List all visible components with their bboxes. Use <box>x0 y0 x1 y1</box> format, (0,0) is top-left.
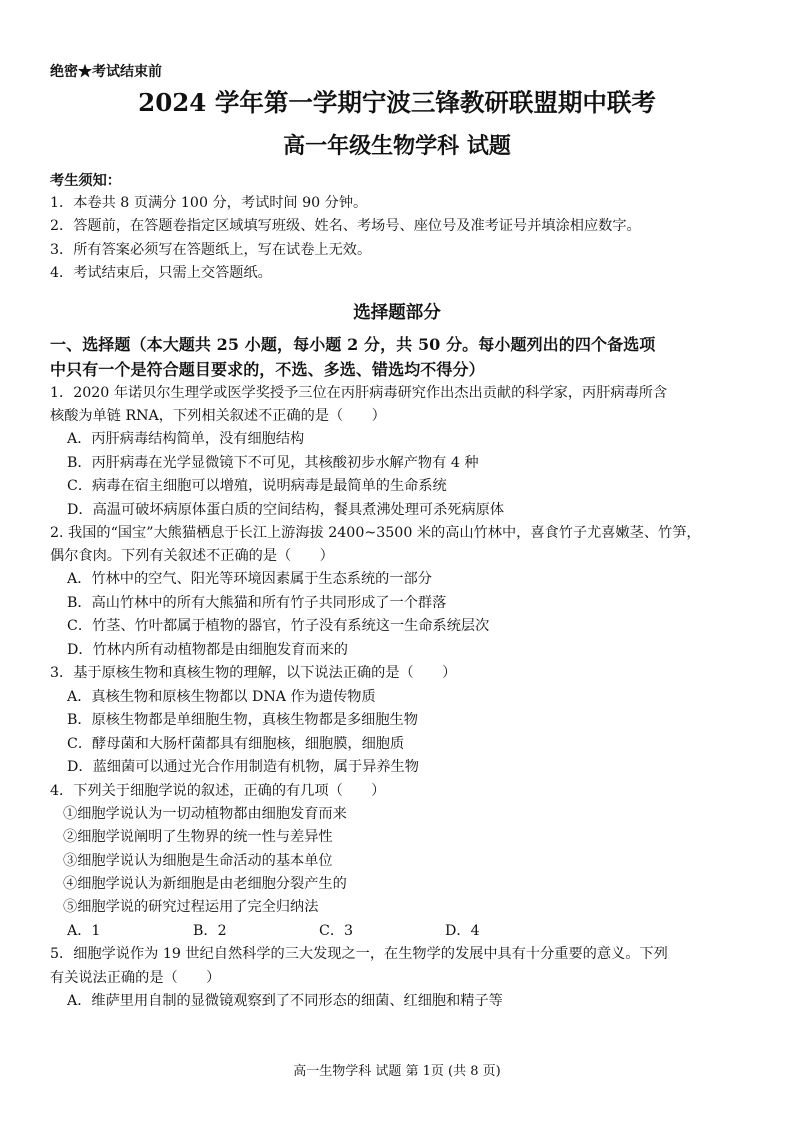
part-heading: 中只有一个是符合题目要求的，不选、多选、错选均不得分） <box>50 359 485 379</box>
statement-5: ⑤细胞学说的研究过程运用了完全归纳法 <box>63 899 319 916</box>
exam-title: 2024 学年第一学期宁波三锋教研联盟期中联考 <box>138 88 656 117</box>
option-a: A．真核生物和原核生物都以 DNA 作为遗传物质 <box>67 688 376 705</box>
exam-subtitle: 高一年级生物学科 试题 <box>283 133 511 159</box>
question-stem: 4．下列关于细胞学说的叙述，正确的有几项（ ） <box>50 782 386 799</box>
option-c: C．酵母菌和大肠杆菌都具有细胞核，细胞膜，细胞质 <box>67 735 405 752</box>
confidential-label: 绝密★考试结束前 <box>50 64 162 80</box>
question-stem: 有关说法正确的是（ ） <box>50 969 221 986</box>
question-stem: 1．2020 年诺贝尔生理学或医学奖授予三位在丙肝病毒研究作出杰出贡献的科学家，丙肝病毒所含 <box>50 384 668 401</box>
notice-item: 1．本卷共 8 页满分 100 分，考试时间 90 分钟。 <box>50 195 368 211</box>
question-5 <box>50 943 744 1013</box>
statement-3: ③细胞学说认为细胞是生命活动的基本单位 <box>63 852 333 869</box>
notice-heading: 考生须知： <box>50 173 121 189</box>
question-4 <box>50 780 744 944</box>
option-a: A．竹林中的空气、阳光等环境因素属于生态系统的一部分 <box>67 571 432 588</box>
option-d: D．竹林内所有动植物都是由细胞发育而来的 <box>67 641 348 658</box>
option-c: C．竹茎、竹叶都属于植物的器官，竹子没有系统这一生命系统层次 <box>67 618 490 635</box>
notice-item: 4．考试结束后，只需上交答题纸。 <box>50 265 272 282</box>
option-d: D．高温可破坏病原体蛋白质的空间结构，餐具煮沸处理可杀死病原体 <box>67 501 505 518</box>
statement-2: ②细胞学说阐明了生物界的统一性与差异性 <box>63 829 333 846</box>
candidate-notice <box>50 170 744 286</box>
page-footer: 高一生物学科 试题 第 1页 (共 8 页) <box>293 1064 501 1079</box>
notice-item: 3．所有答案必须写在答题纸上，写在试卷上无效。 <box>50 241 372 258</box>
option-c: C．3 <box>319 922 354 939</box>
option-d: D．蓝细菌可以通过光合作用制造有机物，属于异养生物 <box>67 759 419 776</box>
section-title: 选择题部分 <box>353 302 441 323</box>
question-stem: 5．细胞学说作为 19 世纪自然科学的三大发现之一，在生物学的发展中具有十分重要的意义。下列 <box>50 946 668 963</box>
question-3 <box>50 662 744 779</box>
option-b: B．原核生物都是单细胞生物，真核生物都是多细胞生物 <box>67 712 418 729</box>
option-a: A．1 <box>67 922 101 939</box>
question-stem: 2. 我国的“国宝”大熊猫栖息于长江上游海拔 2400~3500 米的高山竹林中，喜食竹子尤喜嫩茎、竹笋， <box>50 525 701 542</box>
statement-1: ①细胞学说认为一切动植物都由细胞发育而来 <box>63 805 347 822</box>
question-1 <box>50 382 744 522</box>
question-stem: 3．基于原核生物和真核生物的理解，以下说法正确的是（ ） <box>50 665 457 682</box>
option-a: A．丙肝病毒结构简单，没有细胞结构 <box>67 431 305 448</box>
option-b: B．高山竹林中的所有大熊猫和所有竹子共同形成了一个群落 <box>67 594 447 611</box>
question-stem: 核酸为单链 RNA，下列相关叙述不正确的是（ ） <box>50 407 386 424</box>
option-c: C．病毒在宿主细胞可以增殖，说明病毒是最简单的生命系统 <box>67 478 447 495</box>
question-stem: 偶尔食肉。下列有关叙述不正确的是（ ） <box>50 548 334 565</box>
option-b: B．丙肝病毒在光学显微镜下不可见，其核酸初步水解产物有 4 种 <box>67 454 479 471</box>
option-d: D．4 <box>445 922 480 939</box>
options-row <box>50 920 744 944</box>
part-heading: 一、选择题（本大题共 25 小题，每小题 2 分，共 50 分。每小题列出的四个备选项 <box>50 334 656 354</box>
option-a: A．维萨里用自制的显微镜观察到了不同形态的细菌、红细胞和精子等 <box>67 992 503 1009</box>
question-2 <box>50 522 744 662</box>
option-b: B．2 <box>193 922 227 939</box>
statement-4: ④细胞学说认为新细胞是由老细胞分裂产生的 <box>63 876 347 893</box>
notice-item: 2．答题前，在答题卷指定区域填写班级、姓名、考场号、座位号及准考证号并填涂相应数字。 <box>50 218 641 235</box>
